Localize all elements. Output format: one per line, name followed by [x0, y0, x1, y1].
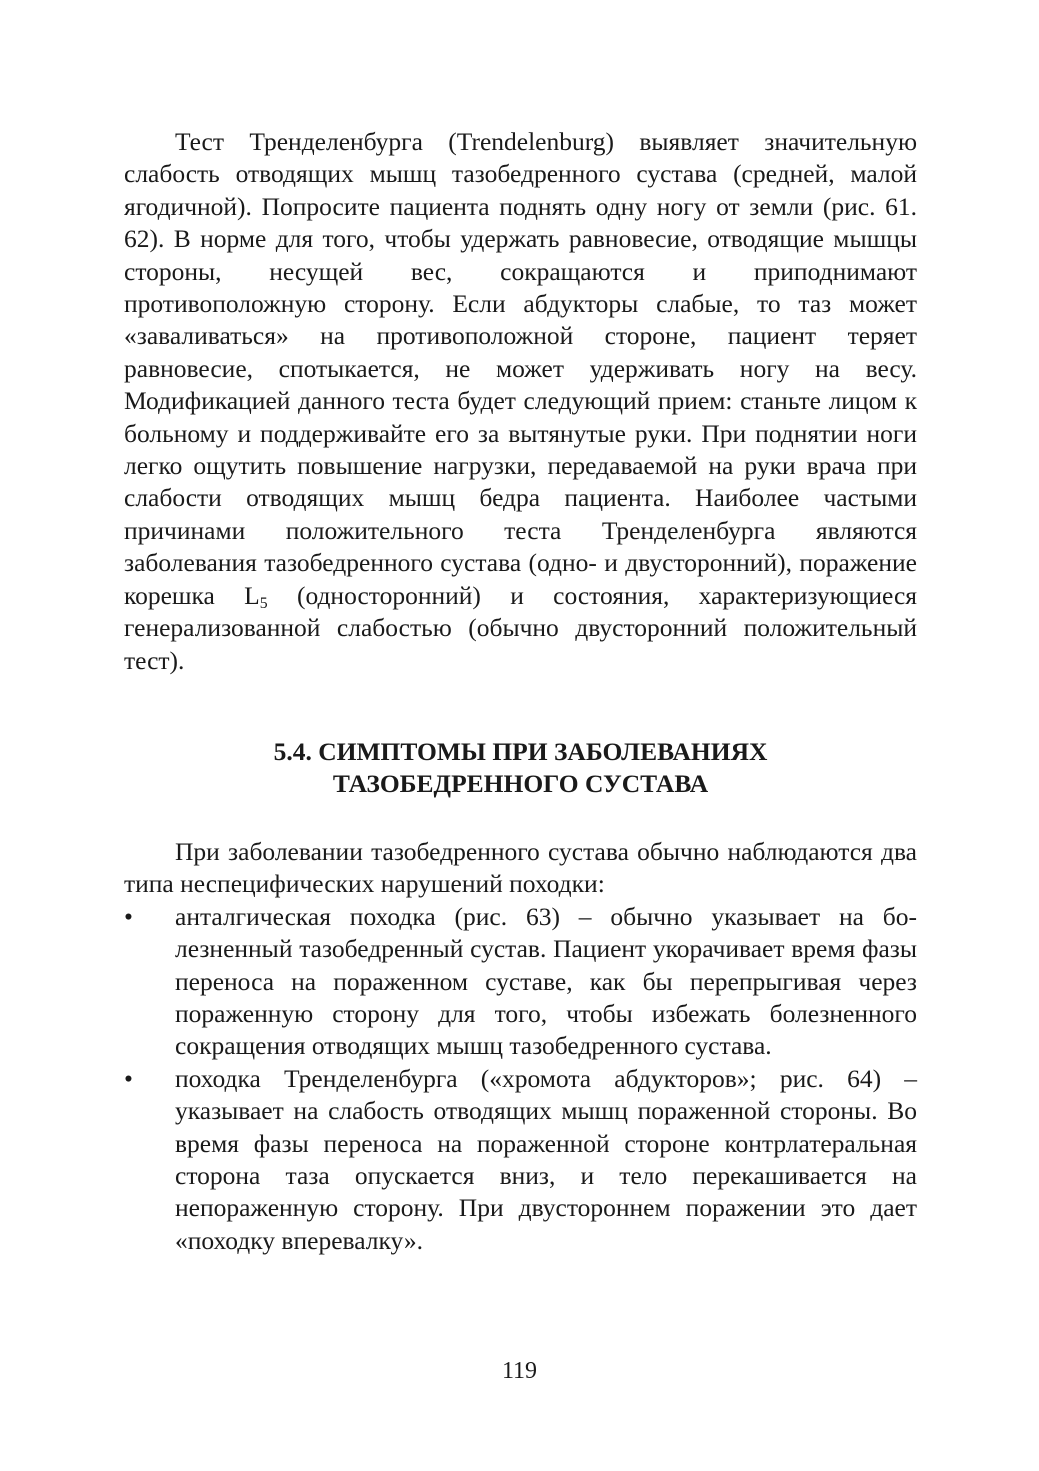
paragraph-text — [124, 126, 917, 677]
root-subscript: 5 — [259, 594, 268, 612]
gait-disorders-section — [124, 836, 917, 1257]
trendelenburg-test-paragraph — [124, 126, 917, 677]
section-heading-line-1: 5.4. СИМПТОМЫ ПРИ ЗАБОЛЕВАНИЯХ — [273, 737, 768, 766]
list-item-text: анталгическая походка (рис. 63) – обычно указывает на болезненный тазобедренный сустав. Пациент укорачивает время фазы переноса на пораженном суставе, как бы перепрыгивая через пораженную сторону для того, чтобы избежать болезненного сокращения отводящих мышц тазобедренного сустава. — [175, 901, 917, 1061]
list-item-text: походка Тренделенбурга («хромота абдукторов»; рис. 64) – указывает на слабость отводящих мышц пораженной стороны. Во время фазы переноса на пораженной стороне контрлатеральная сторона таза опускается вниз, и тело перекашивается на непораженную сторону. При двустороннем поражении это дает «походку вперевалку». — [175, 1063, 917, 1255]
paragraph-text-main: Тест Тренделенбурга (Trendelenburg) выявляет значительную слабость отводящих мышц тазобедренного сустава (средней, малой ягодичной). Попросите пациента поднять одну ногу от земли (рис. 61. 62). В норме для того, чтобы удержать равновесие, отводящие мышцы стороны, несущей вес, сокращаются и приподнимают противоположную сторону. Если абдукторы слабые, то таз может «заваливаться» на противоположной стороне, пациент теряет равновесие, спотыкается, не может удерживать ногу на весу. Модификацией данного теста будет следующий прием: станьте лицом к больному и поддерживайте его за вытянутые руки. При поднятии ноги легко ощутить повышение нагрузки, передаваемой на руки врача при слабости отводящих мышц бедра пациента. Наиболее частыми причинами положительного теста Тренделенбурга являются заболевания тазобедренного сустава (одно- и двусторонний), поражение корешка L — [124, 127, 917, 610]
section-heading — [124, 736, 917, 800]
list-item — [124, 1063, 917, 1257]
section-heading-line-2: ТАЗОБЕДРЕННОГО СУСТАВА — [332, 769, 709, 798]
bullet-icon: • — [124, 1063, 133, 1093]
paragraph-text-end: (односторонний) и состояния, характеризующиеся генерализованной слабостью (обычно двусторонний положительный тест). — [124, 580, 917, 675]
list-item — [124, 901, 917, 1063]
gait-types-list — [124, 901, 917, 1257]
gait-intro-paragraph: При заболевании тазобедренного сустава обычно наблюдаются два типа неспецифических нарушений походки: — [124, 837, 917, 899]
bullet-icon: • — [124, 901, 133, 931]
page-number: 119 — [501, 1358, 538, 1384]
